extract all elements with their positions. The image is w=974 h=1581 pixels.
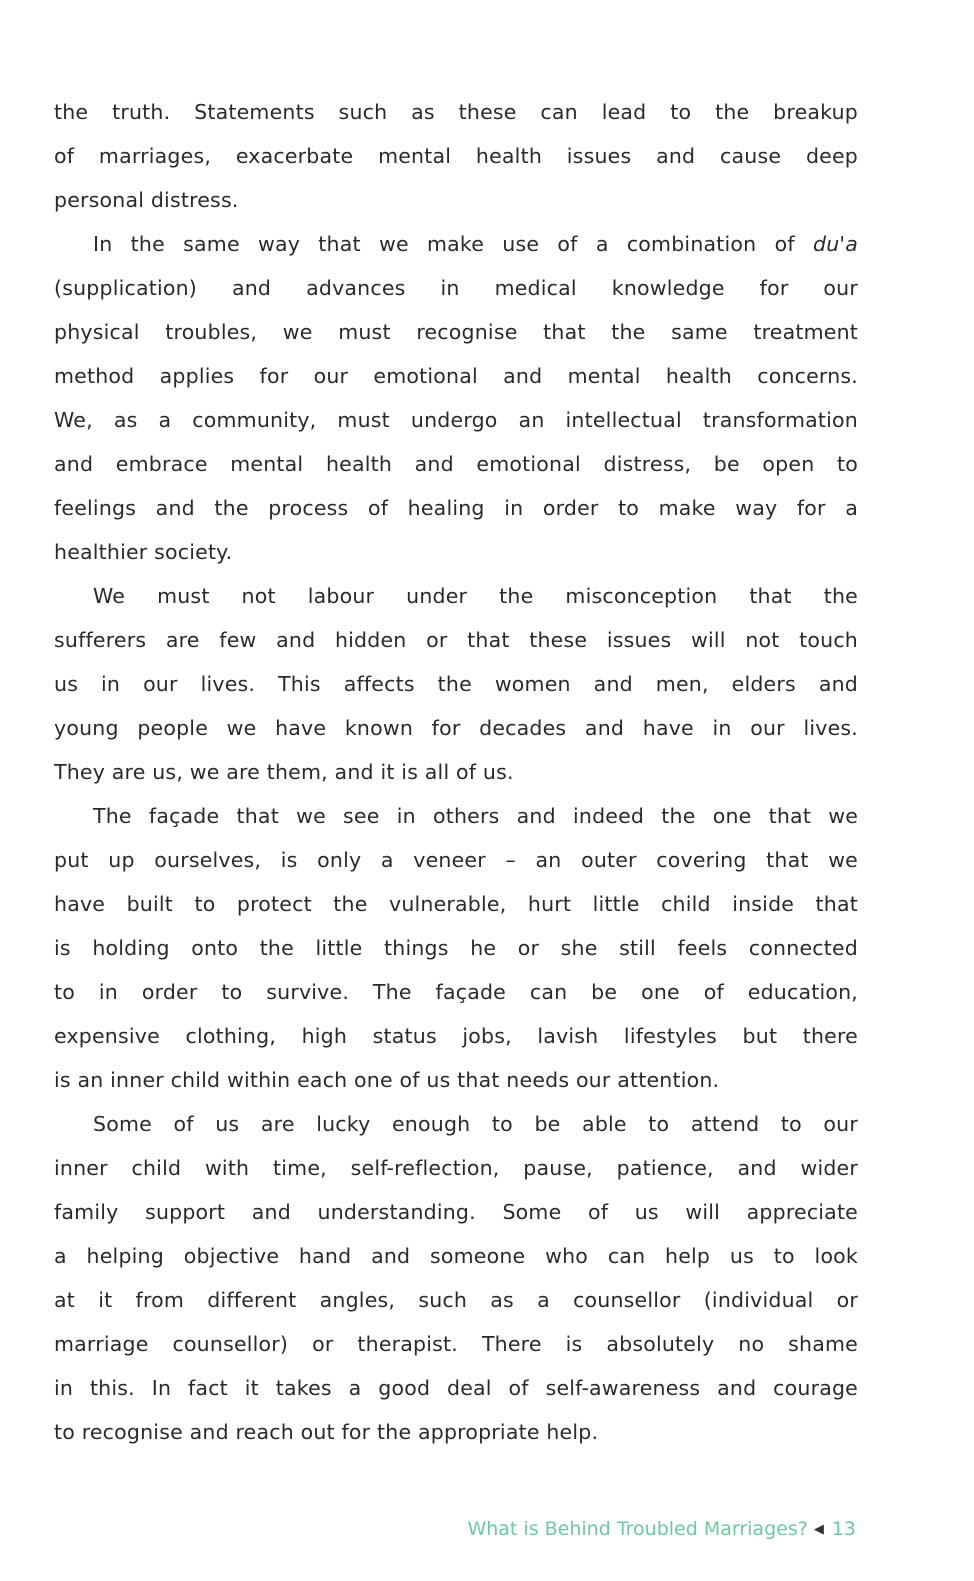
- paragraph: [54, 222, 858, 574]
- text-line: and embrace mental health and emotional distress, be open to: [54, 452, 858, 476]
- text-line: to recognise and reach out for the appropriate help.: [54, 1420, 599, 1444]
- text-line: method applies for our emotional and mental health concerns.: [54, 364, 858, 388]
- paragraph: [54, 90, 858, 222]
- text-line: We, as a community, must undergo an intellectual transformation: [54, 408, 858, 432]
- text-line: We must not labour under the misconception that the: [93, 584, 858, 608]
- text-line: In the same way that we make use of a combination of du'a: [93, 232, 858, 256]
- page-number: 13: [831, 1518, 856, 1540]
- text-line: have built to protect the vulnerable, hurt little child inside that: [54, 892, 858, 916]
- text-line: feelings and the process of healing in order to make way for a: [54, 496, 858, 520]
- text-line: at it from different angles, such as a counsellor (individual or: [54, 1288, 858, 1312]
- text-line: to in order to survive. The façade can be one of education,: [54, 980, 858, 1004]
- text-line: put up ourselves, is only a veneer – an outer covering that we: [54, 848, 858, 872]
- text-line: is an inner child within each one of us that needs our attention.: [54, 1068, 720, 1092]
- text-line: a helping objective hand and someone who can help us to look: [54, 1244, 858, 1268]
- text-line: personal distress.: [54, 188, 239, 212]
- text-line: the truth. Statements such as these can lead to the breakup: [54, 100, 858, 124]
- text-line: healthier society.: [54, 540, 233, 564]
- body-text: [54, 90, 858, 1454]
- paragraph: [54, 1102, 858, 1454]
- text-line: young people we have known for decades and have in our lives.: [54, 716, 858, 740]
- text-line: sufferers are few and hidden or that these issues will not touch: [54, 628, 858, 652]
- running-title: What is Behind Troubled Marriages?: [467, 1518, 808, 1540]
- text-line: marriage counsellor) or therapist. There is absolutely no shame: [54, 1332, 858, 1356]
- triangle-left-icon: ◀: [813, 1522, 824, 1537]
- text-line: family support and understanding. Some of us will appreciate: [54, 1200, 858, 1224]
- text-line: us in our lives. This affects the women and men, elders and: [54, 672, 858, 696]
- page-footer: [467, 1518, 856, 1540]
- paragraph: [54, 574, 858, 794]
- text-line: is holding onto the little things he or she still feels connected: [54, 936, 858, 960]
- paragraph: [54, 794, 858, 1102]
- text-line: of marriages, exacerbate mental health issues and cause deep: [54, 144, 858, 168]
- text-line: (supplication) and advances in medical knowledge for our: [54, 276, 858, 300]
- text-line: They are us, we are them, and it is all of us.: [54, 760, 514, 784]
- text-line: physical troubles, we must recognise that the same treatment: [54, 320, 858, 344]
- text-line: inner child with time, self-reflection, pause, patience, and wider: [54, 1156, 858, 1180]
- text-line: expensive clothing, high status jobs, lavish lifestyles but there: [54, 1024, 858, 1048]
- text-line: The façade that we see in others and indeed the one that we: [93, 804, 858, 828]
- text-line: Some of us are lucky enough to be able to attend to our: [93, 1112, 858, 1136]
- text-line: in this. In fact it takes a good deal of self-awareness and courage: [54, 1376, 858, 1400]
